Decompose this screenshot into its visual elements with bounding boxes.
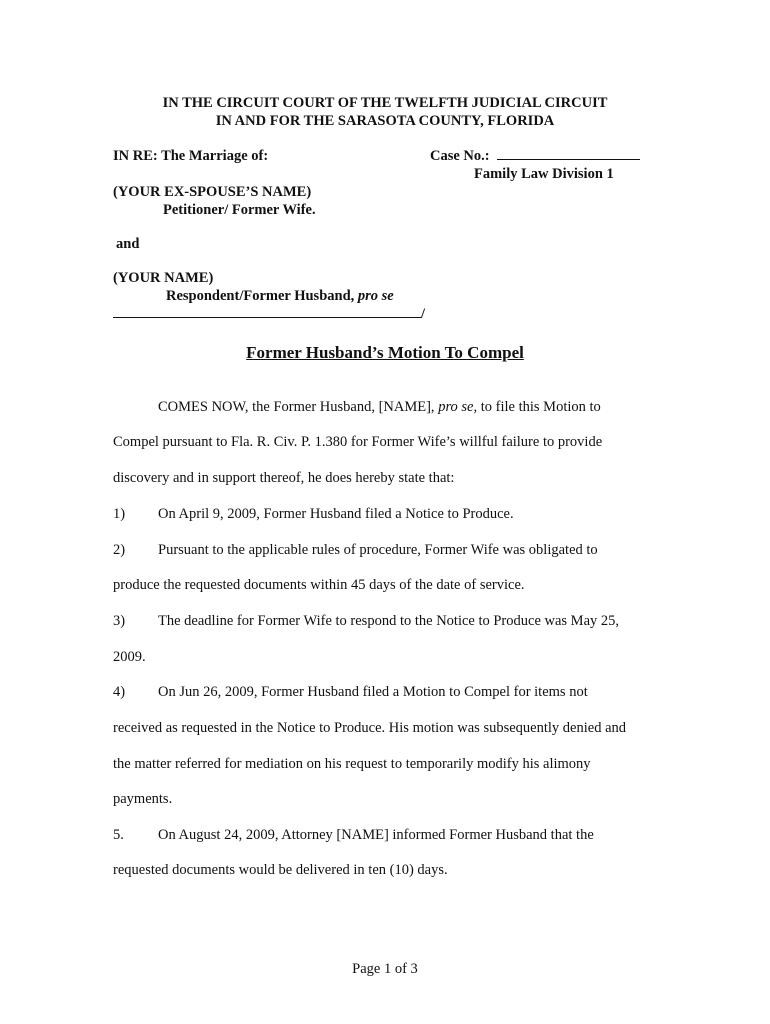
petitioner-role: Petitioner/ Former Wife. bbox=[163, 202, 316, 218]
list-item-continuation: 2009. bbox=[113, 649, 146, 665]
court-county-line: IN AND FOR THE SARASOTA COUNTY, FLORIDA bbox=[215, 113, 555, 129]
list-item-text: On Jun 26, 2009, Former Husband filed a Motion to Compel for items not bbox=[158, 684, 588, 700]
list-item-number: 5. bbox=[113, 827, 124, 843]
intro-line-1-a: COMES NOW, the Former Husband, [NAME], bbox=[158, 399, 435, 415]
intro-pro-se: pro se, bbox=[438, 399, 478, 415]
case-number-blank bbox=[497, 159, 640, 160]
intro-line-1 bbox=[158, 399, 601, 416]
list-item-continuation: requested documents would be delivered in ten (10) days. bbox=[113, 862, 448, 878]
respondent-role bbox=[166, 288, 394, 305]
list-item-continuation: payments. bbox=[113, 791, 173, 807]
in-re-label: IN RE: The Marriage of: bbox=[113, 148, 269, 164]
intro-line-2: Compel pursuant to Fla. R. Civ. P. 1.380 for Former Wife’s willful failure to provide bbox=[113, 434, 603, 450]
page-number: Page 1 of 3 bbox=[352, 961, 418, 977]
list-item-text: On August 24, 2009, Attorney [NAME] informed Former Husband that the bbox=[158, 827, 594, 843]
caption-closing-line bbox=[113, 306, 425, 323]
case-number-field bbox=[430, 148, 640, 165]
and-label: and bbox=[116, 236, 140, 252]
case-number-label: Case No.: bbox=[430, 148, 490, 164]
list-item-text: Pursuant to the applicable rules of procedure, Former Wife was obligated to bbox=[158, 542, 598, 558]
intro-line-3: discovery and in support thereof, he does hereby state that: bbox=[113, 470, 455, 486]
respondent-pro-se: pro se bbox=[357, 288, 394, 304]
list-item-number: 4) bbox=[113, 684, 126, 700]
list-item-continuation: received as requested in the Notice to Produce. His motion was subsequently denied and bbox=[113, 720, 627, 736]
division-label: Family Law Division 1 bbox=[474, 166, 614, 182]
list-item-continuation: the matter referred for mediation on his request to temporarily modify his alimony bbox=[113, 756, 591, 772]
document-title: Former Husband’s Motion To Compel bbox=[246, 343, 524, 362]
respondent-name: (YOUR NAME) bbox=[113, 270, 214, 286]
list-item-text: On April 9, 2009, Former Husband filed a Notice to Produce. bbox=[158, 506, 514, 522]
intro-line-1-b: to file this Motion to bbox=[480, 399, 601, 415]
list-item-number: 3) bbox=[113, 613, 126, 629]
list-item-number: 1) bbox=[113, 506, 126, 522]
caption-rule bbox=[113, 317, 421, 318]
caption-slash: / bbox=[421, 306, 426, 322]
list-item-text: The deadline for Former Wife to respond to the Notice to Produce was May 25, bbox=[158, 613, 620, 629]
respondent-role-text: Respondent/Former Husband, bbox=[166, 288, 355, 304]
list-item-continuation: produce the requested documents within 45 days of the date of service. bbox=[113, 577, 525, 593]
list-item-number: 2) bbox=[113, 542, 126, 558]
petitioner-name: (YOUR EX-SPOUSE’S NAME) bbox=[113, 184, 312, 200]
court-name-line: IN THE CIRCUIT COURT OF THE TWELFTH JUDICIAL CIRCUIT bbox=[162, 95, 608, 111]
